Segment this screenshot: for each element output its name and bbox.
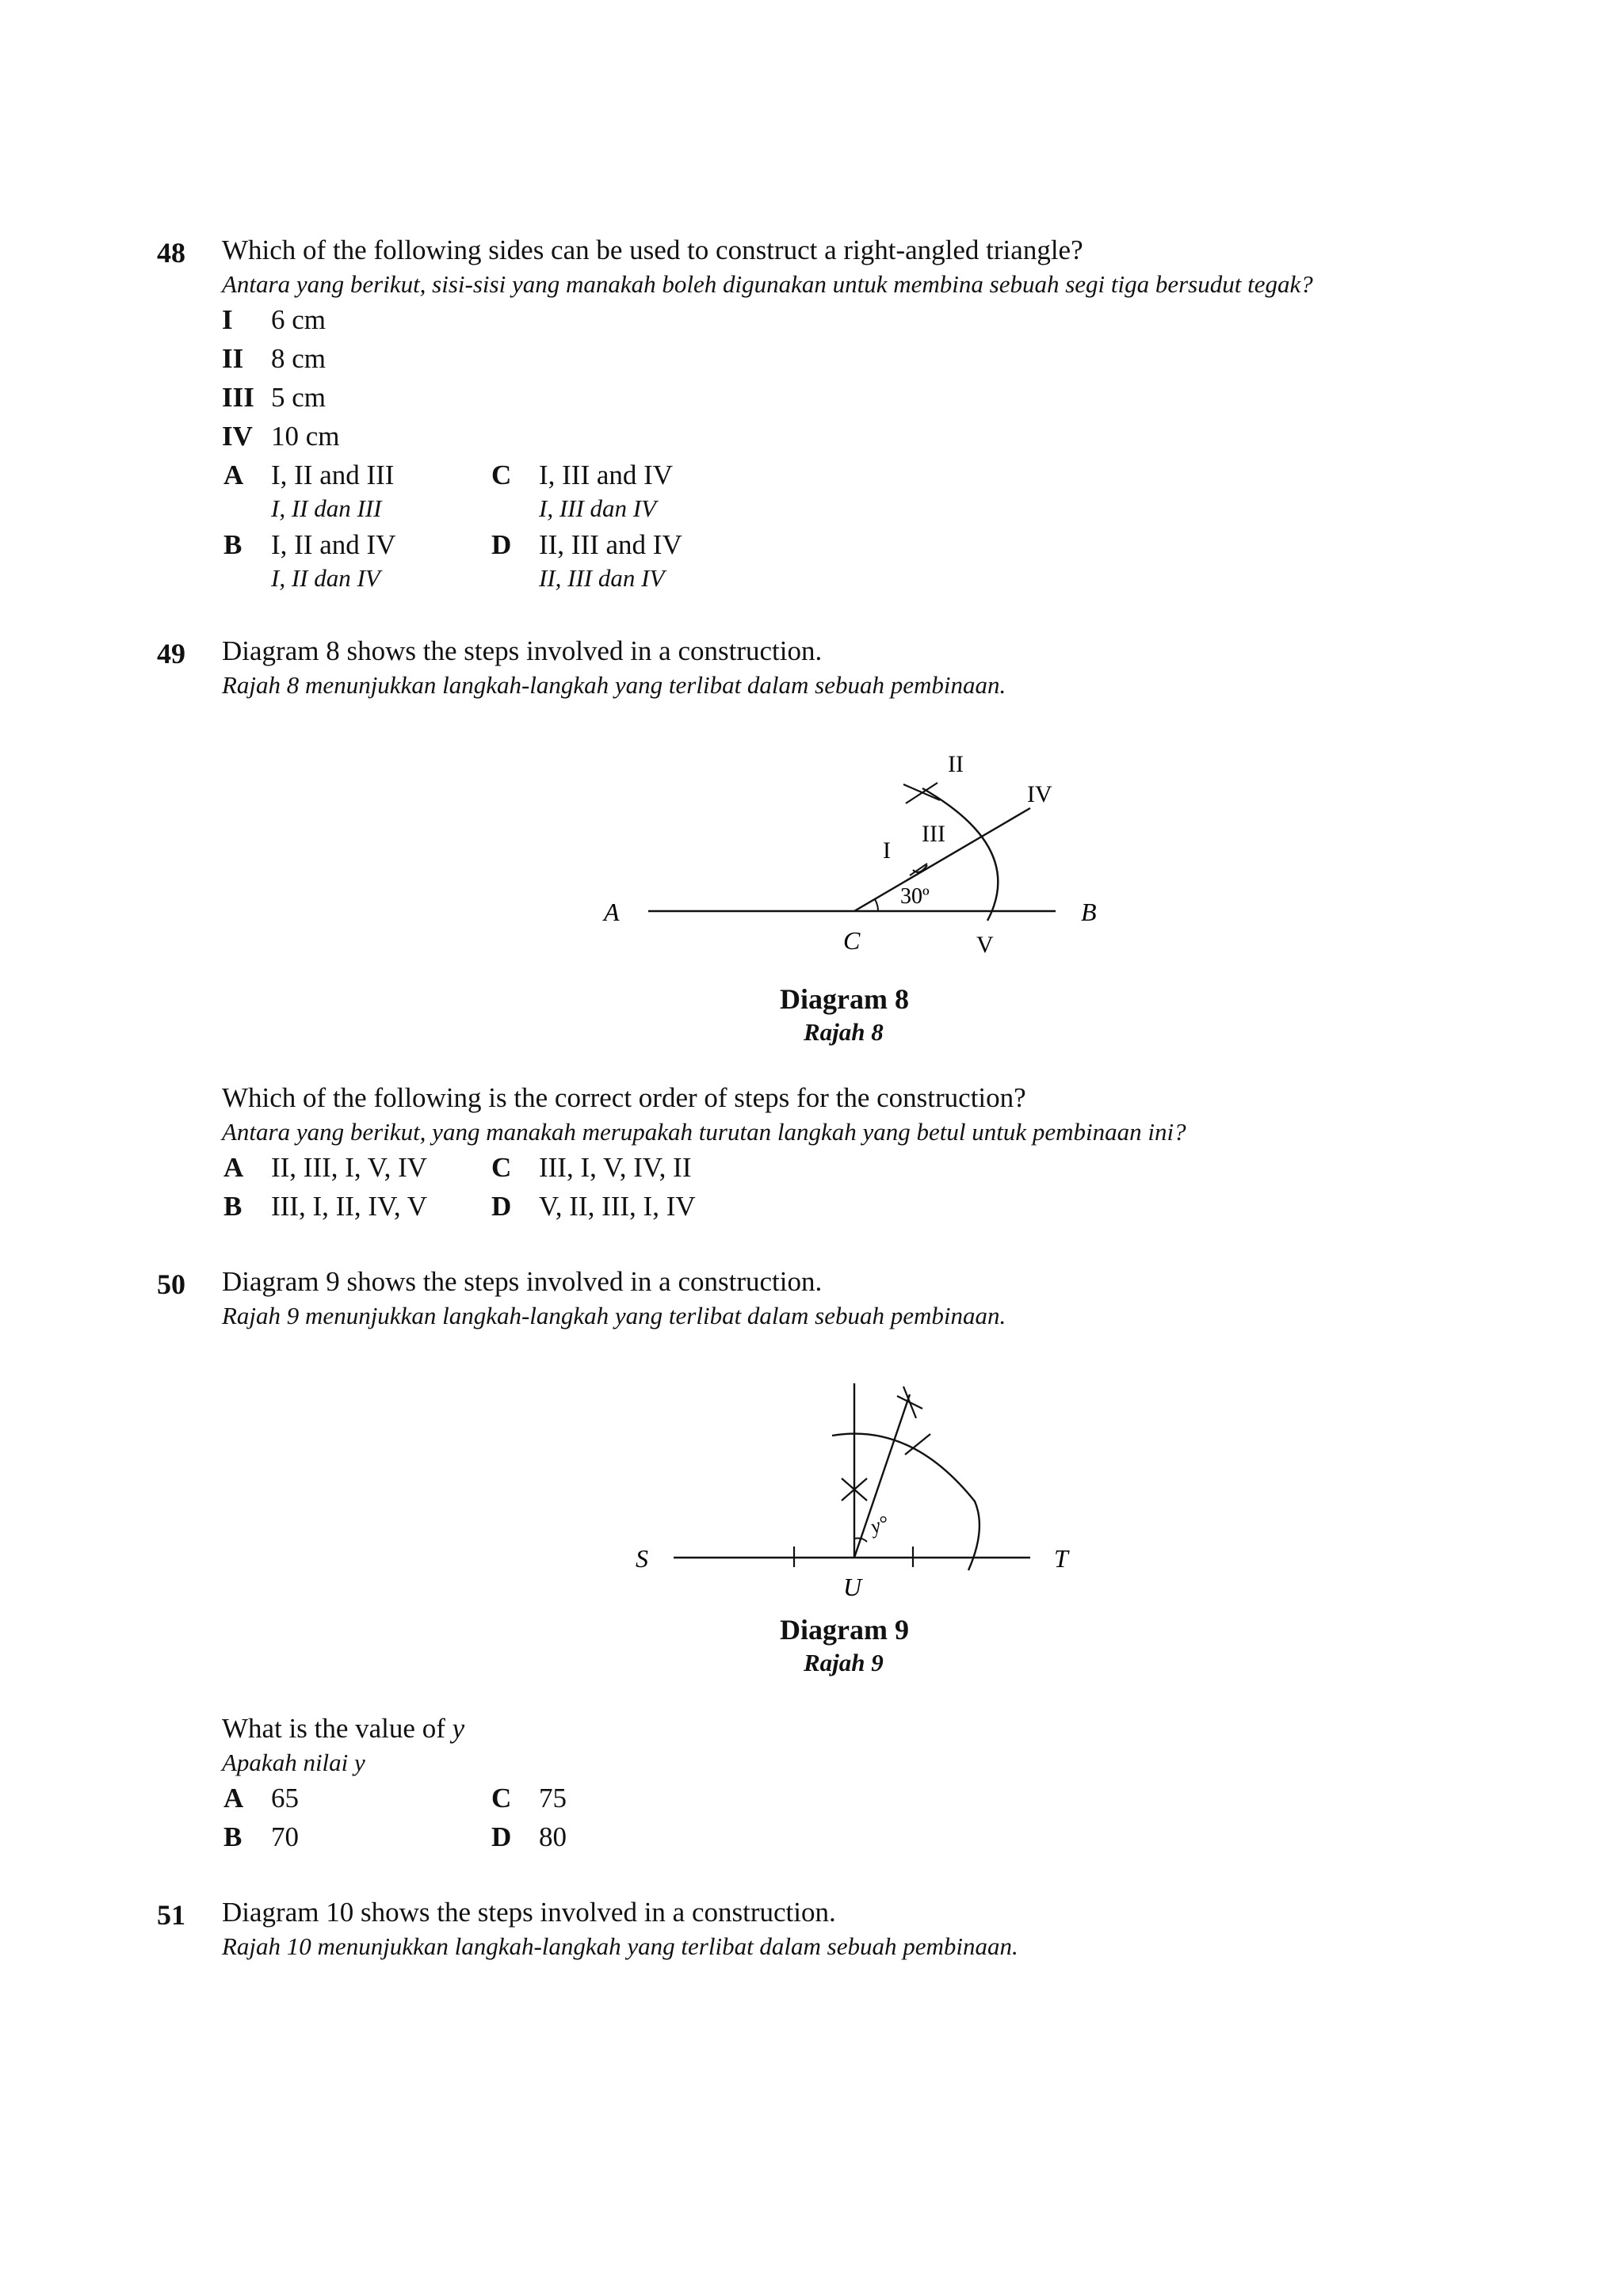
label-iv: IV — [1027, 781, 1052, 807]
option-a-en[interactable]: I, II and III — [271, 460, 395, 490]
option-c-ms: I, III dan IV — [539, 494, 657, 522]
question-number-50: 50 — [157, 1268, 185, 1300]
side-value-iv: 10 cm — [271, 421, 340, 452]
option-b-value[interactable]: 70 — [271, 1821, 299, 1852]
arc-cross-mark-2 — [906, 783, 938, 803]
question-49-text-ms: Rajah 8 menunjukkan langkah-langkah yang terlibat dalam sebuah pembinaan. — [222, 671, 1006, 699]
option-d-value[interactable]: 80 — [539, 1821, 567, 1852]
question-50-variable: y — [452, 1713, 465, 1744]
side-label-ii: II — [222, 343, 244, 374]
option-letter-b[interactable]: B — [223, 1821, 242, 1852]
option-c-value[interactable]: III, I, V, IV, II — [539, 1152, 692, 1183]
side-value-ii: 8 cm — [271, 343, 327, 374]
question-50-question-prefix: What is the value of — [222, 1713, 453, 1744]
angle-arc — [875, 899, 878, 911]
diagram-8-caption: Diagram 8 — [780, 983, 909, 1015]
side-label-i: I — [222, 304, 233, 335]
side-label-iv: IV — [222, 421, 253, 452]
option-letter-d[interactable]: D — [491, 529, 512, 560]
option-a-ms: I, II dan III — [271, 494, 382, 522]
option-a-value[interactable]: 65 — [271, 1783, 299, 1814]
diagram-8 — [555, 737, 1157, 974]
option-d-en[interactable]: II, III and IV — [539, 529, 682, 560]
label-ii: II — [948, 751, 964, 777]
label-a: A — [604, 898, 620, 926]
question-48-text-en: Which of the following sides can be used to construct a right-angled triangle? — [222, 235, 1083, 265]
diagram-9 — [602, 1363, 1094, 1608]
label-s: S — [636, 1544, 648, 1573]
question-50-text-ms: Rajah 9 menunjukkan langkah-langkah yang terlibat dalam sebuah pembinaan. — [222, 1302, 1006, 1329]
bisector-cross-2 — [903, 1386, 916, 1418]
option-letter-c[interactable]: C — [491, 1783, 512, 1814]
label-v: V — [976, 932, 994, 958]
angle-label-y: y° — [867, 1511, 892, 1539]
diagram-9-caption: Diagram 9 — [780, 1614, 909, 1646]
option-b-ms: I, II dan IV — [271, 564, 380, 592]
option-d-value[interactable]: V, II, III, I, IV — [539, 1191, 696, 1222]
question-49-question-ms: Antara yang berikut, yang manakah merupakah turutan langkah yang betul untuk pembinaan ini? — [222, 1118, 1186, 1146]
label-t: T — [1054, 1544, 1068, 1573]
option-letter-b[interactable]: B — [223, 529, 242, 560]
option-letter-b[interactable]: B — [223, 1191, 242, 1222]
option-letter-a[interactable]: A — [223, 460, 244, 490]
option-letter-d[interactable]: D — [491, 1821, 512, 1852]
diagram-8-caption-ms: Rajah 8 — [804, 1018, 884, 1046]
question-51-text-en: Diagram 10 shows the steps involved in a construction. — [222, 1897, 836, 1928]
option-a-value[interactable]: II, III, I, V, IV — [271, 1152, 427, 1183]
option-c-value[interactable]: 75 — [539, 1783, 567, 1814]
question-number-48: 48 — [157, 237, 185, 269]
option-letter-a[interactable]: A — [223, 1783, 244, 1814]
side-value-iii: 5 cm — [271, 382, 327, 413]
label-i: I — [883, 837, 891, 864]
option-c-en[interactable]: I, III and IV — [539, 460, 674, 490]
question-50-text-en: Diagram 9 shows the steps involved in a construction. — [222, 1266, 823, 1297]
option-letter-a[interactable]: A — [223, 1152, 244, 1183]
question-50-question-en — [222, 1713, 464, 1745]
diagram-9-caption-ms: Rajah 9 — [804, 1649, 884, 1676]
side-label-iii: III — [222, 382, 254, 413]
question-49-question-en: Which of the following is the correct order of steps for the construction? — [222, 1082, 1026, 1113]
question-50-question-ms: Apakah nilai y — [222, 1749, 365, 1776]
question-49-text-en: Diagram 8 shows the steps involved in a construction. — [222, 635, 823, 666]
angle-label-30: 30º — [900, 884, 930, 909]
option-letter-c[interactable]: C — [491, 460, 512, 490]
label-c: C — [843, 926, 861, 955]
option-b-en[interactable]: I, II and IV — [271, 529, 396, 560]
label-b: B — [1081, 898, 1097, 926]
question-48-text-ms: Antara yang berikut, sisi-sisi yang manakah boleh digunakan untuk membina sebuah segi tiga bersudut tegak? — [222, 270, 1313, 298]
side-value-i: 6 cm — [271, 304, 327, 335]
label-iii: III — [922, 821, 945, 847]
question-number-49: 49 — [157, 638, 185, 669]
option-b-value[interactable]: III, I, II, IV, V — [271, 1191, 427, 1222]
option-letter-d[interactable]: D — [491, 1191, 512, 1222]
arc-ii-v — [922, 788, 998, 921]
question-51-text-ms: Rajah 10 menunjukkan langkah-langkah yang terlibat dalam sebuah pembinaan. — [222, 1932, 1018, 1960]
label-u: U — [843, 1573, 862, 1601]
option-d-ms: II, III dan IV — [539, 564, 665, 592]
option-letter-c[interactable]: C — [491, 1152, 512, 1183]
question-number-51: 51 — [157, 1899, 185, 1931]
